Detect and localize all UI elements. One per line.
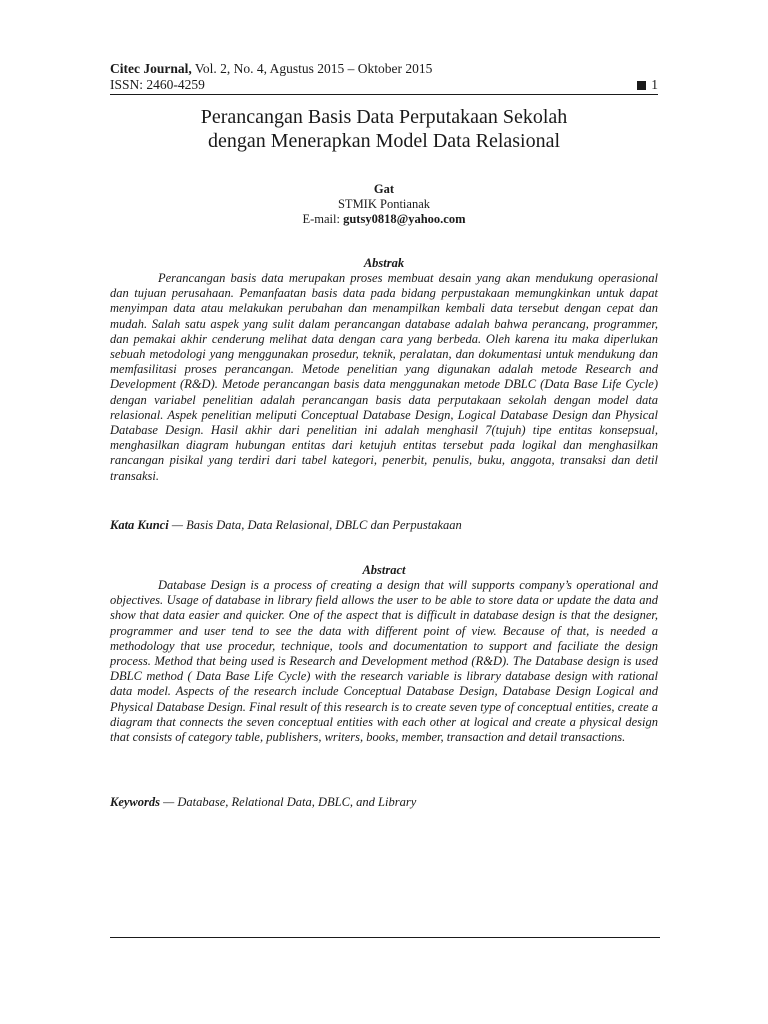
kata-kunci-text: — Basis Data, Data Relasional, DBLC dan Perpustakaan [168,518,462,532]
title-line-1: Perancangan Basis Data Perputakaan Sekolah [200,106,568,128]
kata-kunci-label: Kata Kunci [110,518,169,532]
abstract-heading: Abstract [362,563,406,577]
abstract-body: Database Design is a process of creating a design that will supports company’s operational and objectives. Usage of database in library field allows the user to be able to store data or update the data and show that data easier and quicker. One of the aspect that is difficult in database design is that the designer, programmer and user tend to see the data with different point of view. Because of that, is needed a methodology that use procedur, technique, tools and documentation to support and faciliate the design process. Method that being used is Research and Development method (R&D). The Database design is used DBLC method ( Data Base Life Cycle) with the research variable is library database design with rational data model. Aspects of the research include Conceptual Database Design, Database Design Logical and Physical Database Design. Final result of this research is to create seven type of conceptual entities, create a diagram that connects the seven conceptual entities with each other at logical and create a physical design that consists of category table, publishers, writers, books, member, transaction and detail transactions. [110,578,658,745]
author-email-line [110,212,658,227]
keywords [110,795,658,810]
kata-kunci [110,518,658,533]
issn: ISSN: 2460-4259 [110,77,205,92]
keywords-text: — Database, Relational Data, DBLC, and Library [160,795,417,809]
author-email-link[interactable]: gutsy0818@yahoo.com [343,212,466,226]
page-number-box [637,77,658,93]
title-line-2: dengan Menerapkan Model Data Relasional [207,130,561,152]
journal-details: Vol. 2, No. 4, Agustus 2015 – Oktober 2015 [191,61,433,76]
author-block [110,182,658,227]
square-bullet-icon [637,81,646,90]
header-rule [110,94,658,95]
email-label: E-mail: [302,212,344,226]
keywords-label: Keywords [110,795,160,809]
author-affiliation: STMIK Pontianak [337,197,430,211]
paper-title [110,105,658,153]
journal-name: Citec Journal, [110,61,192,76]
abstrak-body: Perancangan basis data merupakan proses membuat desain yang akan mendukung operasional dan tujuan perusahaan. Pemanfaatan basis data pada bidang perpustakaan memungkinkan untuk dapat menyimpan data atau melakukan perubahan dan menampilkan kembali data tersebut dengan cepat dan mudah. Salah satu aspek yang sulit dalam perancangan database adalah bahwa perancang, programmer, dan pemakai akhir cenderung melihat data dengan cara yang berbeda. Oleh karena itu maka diperlukan sebuah metodologi yang menggunakan prosedur, teknik, peralatan, dan dokumentasi untuk mendukung dan memfasilitasi proses perancangan. Metode penelitian yang digunakan adalah metode Research and Development (R&D). Metode perancangan basis data menggunakan metode DBLC (Data Base Life Cycle) dengan variabel penelitian adalah perancangan basis data perputakaan sekolah dengan model data relasional. Aspek penelitian meliputi Conceptual Database Design, Logical Database Design dan Physical Database Design. Hasil akhir dari penelitian ini adalah menghasil 7(tujuh) tipe entitas konsepsual, menghasilkan diagram hubungan entitas dari ketujuh entitas tersebut pada logikal dan menghasilkan rancangan pisikal yang terdiri dari tabel kategori, penerbit, penulis, buku, anggota, transaksi dan detil transaksi. [110,271,658,483]
author-name: Gat [373,182,395,196]
journal-header [110,61,658,93]
footer-rule [110,937,660,938]
journal-citation [110,61,658,77]
page-number: 1 [651,77,658,92]
abstrak-heading: Abstrak [363,256,405,270]
